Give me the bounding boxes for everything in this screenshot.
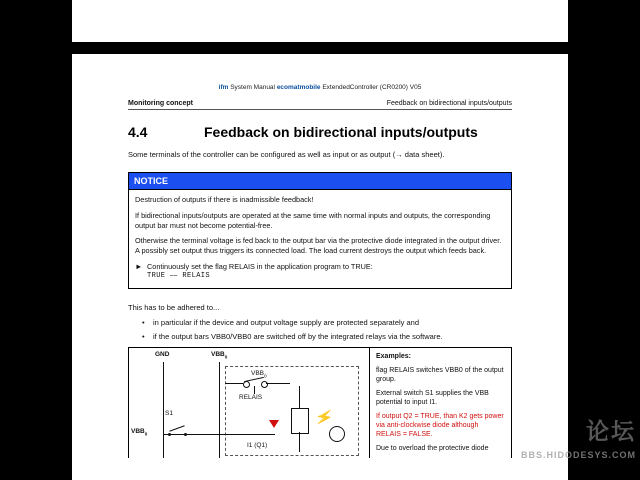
section-title: Feedback on bidirectional inputs/outputs [204, 123, 478, 140]
wire-s1-left [163, 434, 185, 435]
wire-relay-out [266, 383, 290, 384]
list-item-label: in particular if the device and output voltage supply are protected separately and [153, 318, 420, 328]
wire-relay-coil-link [254, 386, 255, 394]
label-gnd: GND [155, 351, 170, 359]
notice-action-line: Continuously set the flag RELAIS in the application program to TRUE: [147, 262, 373, 272]
watermark-primary: 论坛 [586, 418, 636, 444]
bullet-dot-icon: • [142, 332, 145, 342]
notice-paragraph-1: Destruction of outputs if there is inadmissible feedback! [135, 194, 314, 204]
notice-body [129, 190, 511, 289]
example-paragraph-3: If output Q2 = TRUE, than K2 gets power via anti-clockwise diode although RELAIS = FALSE. [376, 412, 504, 439]
wire-s1-to-input [185, 434, 235, 435]
notice-paragraph-2: If bidirectional inputs/outputs are operated at the same time with normal inputs and outputs, the corresponding output bar must not become potential-free. [135, 210, 491, 230]
wire-driver-bottom [299, 432, 300, 452]
bullet-dot-icon: • [142, 318, 145, 328]
arrow-bullet-icon: ► [135, 262, 143, 272]
label-vbb0-inner: $VBB_0$ [251, 370, 267, 379]
wire-driver-top [299, 386, 300, 408]
chapter-header-row [128, 100, 512, 110]
watermark-secondary: BBS.HIDODESYS.COM [520, 450, 636, 460]
chapter-header-right: Feedback on bidirectional inputs/outputs [386, 99, 512, 107]
label-s1: S1 [165, 410, 173, 418]
example-paragraph-4: Due to overload the protective diode [376, 445, 489, 453]
lead-paragraph: This has to be adhered to... [128, 303, 220, 313]
list-item [142, 318, 512, 327]
example-paragraph-2: External switch S1 supplies the VBB potential to input I1. [376, 389, 489, 406]
example-paragraph-1: flag RELAIS switches VBB0 of the output group. [376, 366, 504, 383]
page-gap [0, 42, 640, 54]
notice-title: NOTICE [129, 173, 511, 190]
notice-action-code: TRUE ⎯⎯ RELAIS [147, 271, 211, 280]
notice-box [128, 172, 512, 290]
list-item [142, 332, 512, 341]
brand-name: ifm [218, 84, 229, 91]
notice-paragraph-3: Otherwise the terminal voltage is fed back to the output bar via the protective diode integrated in the output driver. A possibly set output thus triggers its connected load. The load current destroys the output which feeds back. [135, 236, 502, 256]
wire-input-to-diode [235, 434, 275, 435]
switch-s1-blade [169, 426, 184, 432]
label-relais: RELAIS [239, 394, 263, 402]
label-i1-q1: I1 (Q1) [247, 442, 268, 450]
header-text-before: System Manual [228, 84, 277, 91]
document-page [72, 54, 568, 480]
figure-examples-panel [370, 348, 511, 458]
list-item-label: if the output bars VBB0/VBB0 are switched off by the integrated relays via the software. [153, 332, 443, 342]
wire-relay-in [225, 383, 243, 384]
switch-node-left [168, 433, 171, 436]
product-family: ecomatmobile [276, 84, 321, 91]
section-intro-paragraph: Some terminals of the controller can be configured as well as input or as output (→ data sheet). [128, 149, 445, 159]
document-running-header [72, 84, 568, 92]
wire-vbb0-rail [219, 362, 220, 458]
label-vbb0-top: $VBB_0$ [211, 351, 228, 360]
circuit-figure [128, 347, 512, 458]
examples-title: Examples: [376, 353, 412, 361]
wire-gnd-rail [163, 362, 164, 458]
fault-flash-icon: ⚡ [313, 407, 336, 429]
chapter-header-left: Monitoring concept [128, 99, 193, 107]
output-driver-mosfet-icon [291, 408, 309, 434]
section-number: 4.4 [128, 123, 148, 140]
notice-action-text [147, 262, 505, 281]
label-vbb0-left: $VBB_0$ [131, 428, 148, 437]
section-heading [128, 124, 512, 140]
bullet-list [142, 318, 512, 341]
circuit-schematic [129, 348, 370, 458]
protective-diode-icon [269, 420, 279, 428]
previous-page-bottom-strip [72, 0, 568, 42]
notice-action-item [135, 262, 505, 281]
header-text-after: ExtendedController (CR0200) V05 [320, 84, 422, 91]
